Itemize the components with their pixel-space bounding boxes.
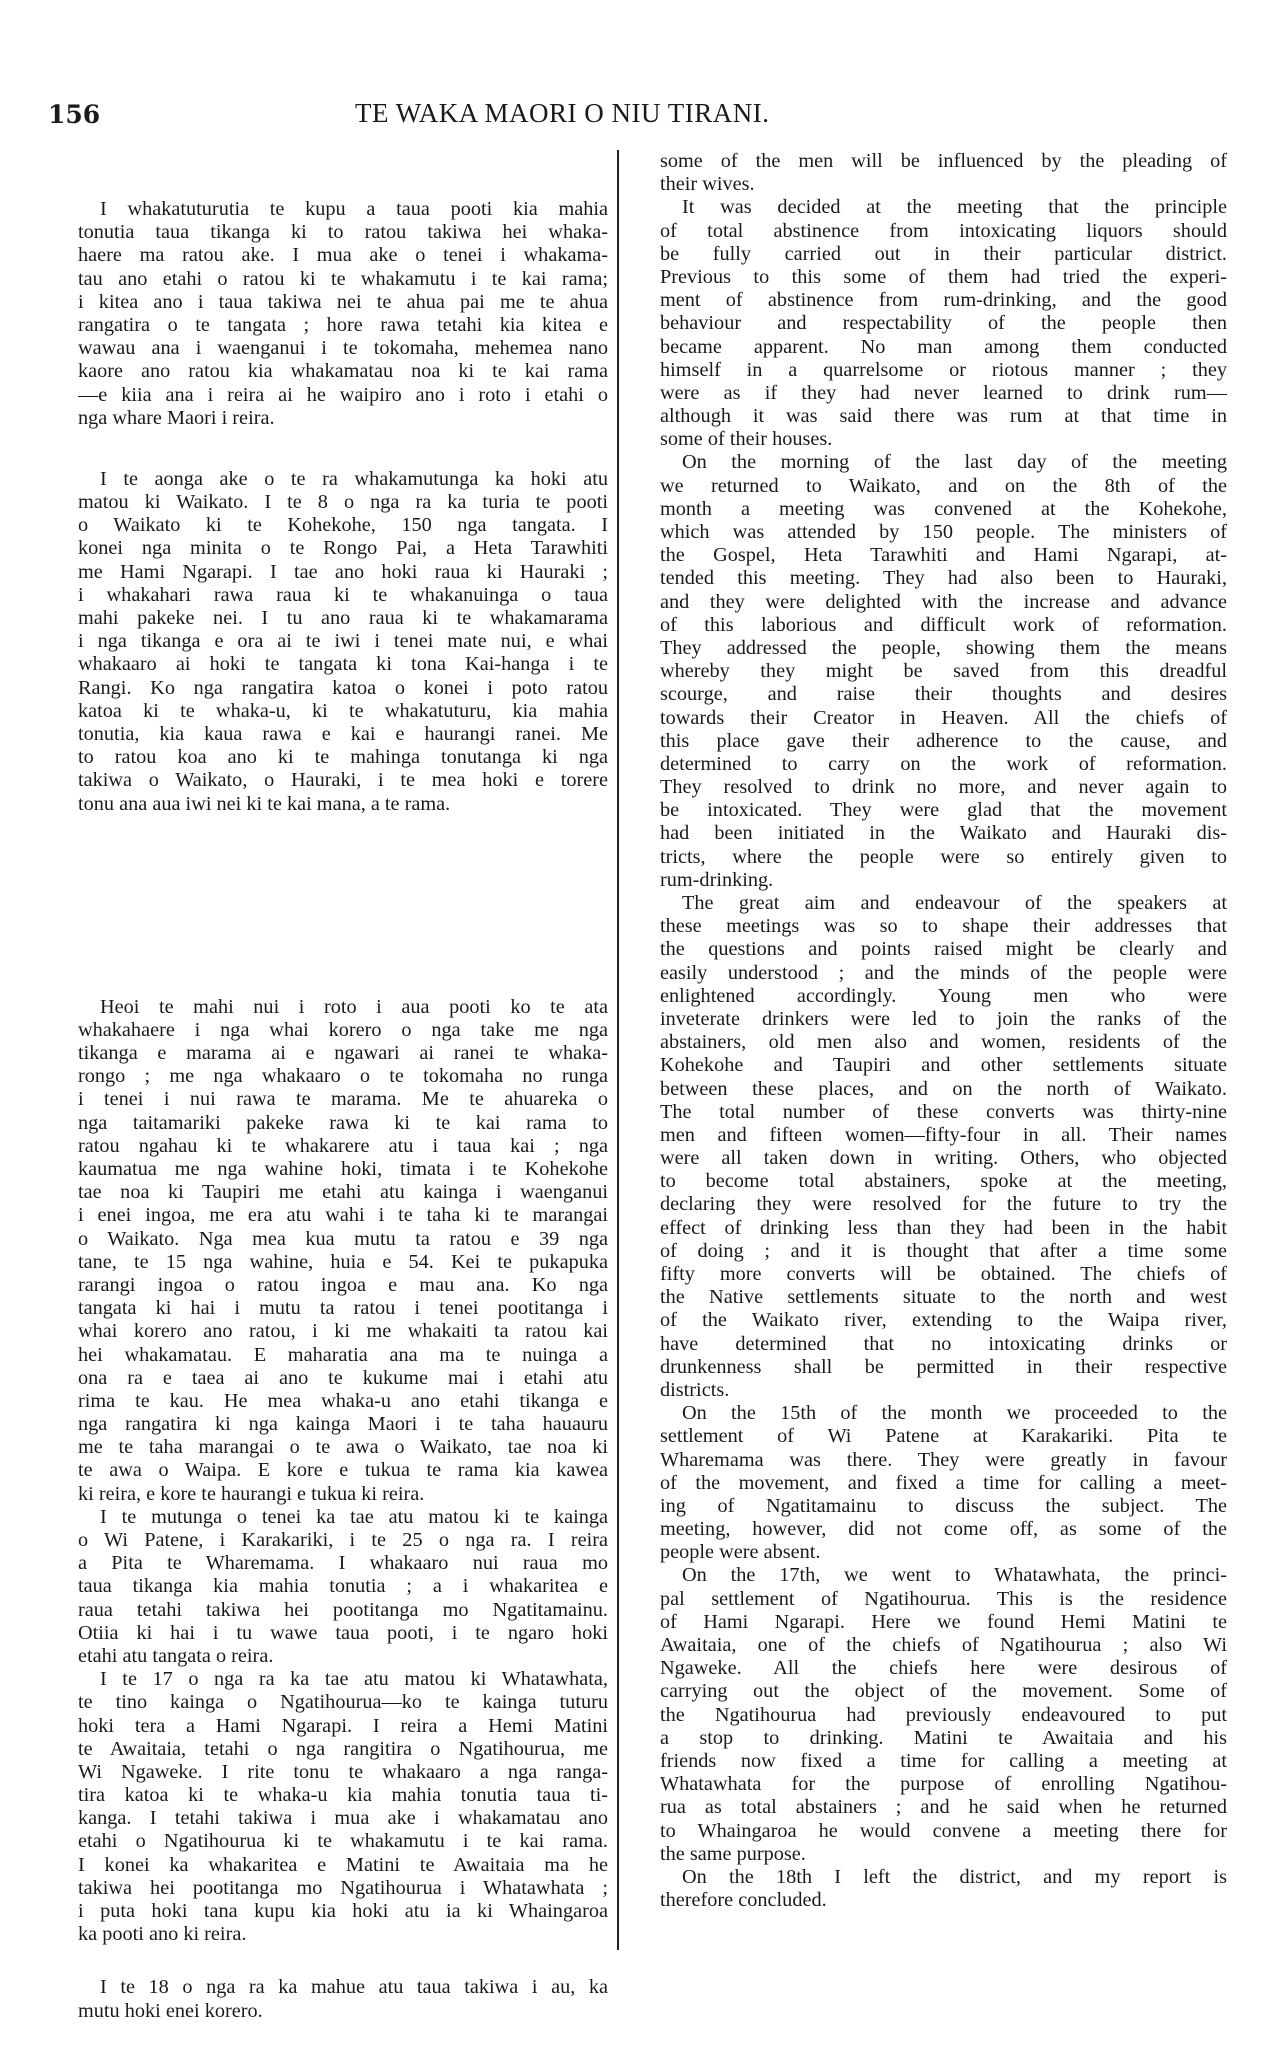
text-line: were all taken down in writing. Others, who objected	[660, 1147, 1227, 1170]
text-line: a Pita te Wharemama. I whakaaro nui raua mo	[78, 1552, 608, 1575]
text-line: month a meeting was convened at the Kohekohe,	[660, 497, 1227, 520]
text-line: abstainers, old men also and women, residents of the	[660, 1031, 1227, 1054]
text-line: the Native settlements situate to the north and west	[660, 1286, 1227, 1309]
text-line: o Waikato. Nga mea kua mutu ta ratou e 39 nga	[78, 1227, 608, 1250]
text-line: I te mutunga o tenei ka tae atu matou ki te kainga	[100, 1505, 608, 1528]
text-line: effect of drinking less than they had been in the habit	[660, 1216, 1227, 1239]
text-line: te awa o Waipa. E kore e tukua te rama kia kawea	[78, 1459, 608, 1482]
text-line: meeting, however, did not come off, as some of the	[660, 1518, 1227, 1541]
text-line: friends now fixed a time for calling a meeting at	[660, 1749, 1227, 1772]
paragraph	[660, 196, 1227, 451]
text-line: wawau ana i waenganui i te tokomaha, mehemea nano	[78, 337, 608, 360]
text-line: nga rangatira ki nga kainga Maori i te taha hauauru	[78, 1413, 608, 1436]
text-line: etahi o Ngatihourua ki te whakamutu i te kai rama.	[78, 1830, 608, 1853]
text-line: their wives.	[660, 173, 755, 196]
text-line: rangatira o te tangata ; hore rawa tetahi kia kitea e	[78, 313, 608, 336]
text-line: ratou ngahau ki te whakarere atu i taua kai ; nga	[78, 1134, 608, 1157]
text-line: enlightened accordingly. Young men who were	[660, 984, 1227, 1007]
text-line: I te 17 o nga ra ka tae atu matou ki Whatawhata,	[100, 1668, 608, 1691]
text-line: to ratou koa ano ki te mahinga tonutanga ki nga	[78, 746, 608, 769]
text-line: tended this meeting. They had also been to Hauraki,	[660, 567, 1227, 590]
text-line: takiwa hei pootitanga mo Ngatihourua i Whatawhata ;	[78, 1876, 608, 1899]
text-line: i enei ingoa, me era atu wahi i te taha ki te marangai	[78, 1204, 608, 1227]
text-line: Ngaweke. All the chiefs here were desirous of	[660, 1657, 1227, 1680]
text-line: to Whaingaroa he would convene a meeting there for	[660, 1819, 1227, 1842]
text-line: had been initiated in the Waikato and Hauraki dis-	[660, 822, 1227, 845]
text-line: of this laborious and difficult work of reformation.	[660, 613, 1227, 636]
text-line: ka pooti ano ki reira.	[78, 1923, 247, 1946]
text-line: to become total abstainers, spoke at the meeting,	[660, 1170, 1227, 1193]
paragraph	[660, 150, 1227, 196]
text-line: drunkenness shall be permitted in their respective	[660, 1355, 1227, 1378]
text-line: Wi Ngaweke. I rite tonu te whakaaro a nga ranga-	[78, 1760, 608, 1783]
paragraph	[78, 1668, 608, 1946]
text-line: of the Waikato river, extending to the Waipa river,	[660, 1309, 1227, 1332]
text-line: some of the men will be influenced by the pleading of	[660, 150, 1227, 172]
maori-column	[78, 198, 608, 2023]
text-line: scourge, and raise their thoughts and desires	[660, 683, 1227, 706]
text-line: fifty more converts will be obtained. The chiefs of	[660, 1263, 1227, 1285]
text-line: Whatawhata for the purpose of enrolling Ngatihou-	[660, 1773, 1227, 1796]
text-line: tikanga e marama ai e ngawari ai ranei te whaka-	[78, 1042, 608, 1065]
text-line: the same purpose.	[660, 1842, 806, 1865]
text-line: a stop to drinking. Matini te Awaitaia and his	[660, 1726, 1227, 1749]
paragraph	[660, 1402, 1227, 1564]
text-line: matou ki Waikato. I te 8 o nga ra ka turia te pooti	[78, 491, 608, 514]
text-line: the Gospel, Heta Tarawhiti and Hami Ngarapi, at-	[660, 544, 1227, 567]
page-title: TE WAKA MAORI O NIU TIRANI.	[355, 98, 770, 128]
text-line: Otiia ki hai i tu wawe taua pooti, i te ngaro hoki	[78, 1621, 608, 1644]
english-column	[660, 150, 1227, 1912]
text-line: raua tetahi takiwa hei pootitanga mo Ngatitamainu.	[78, 1598, 608, 1621]
text-line: takiwa o Waikato, o Hauraki, i te mea hoki e torere	[78, 769, 608, 792]
text-line: tonu ana aua iwi nei ki te kai mana, a te rama.	[78, 792, 451, 815]
text-line: nga taitamariki pakeke rawa ki te kai rama to	[78, 1111, 608, 1134]
text-line: and they were delighted with the increase and advance	[660, 590, 1227, 613]
text-line: te tino kainga o Ngatihourua—ko te kainga tuturu	[78, 1691, 608, 1714]
text-line: taua tikanga kia mahia tonutia ; a i whakaritea e	[78, 1575, 608, 1598]
paragraph	[78, 468, 608, 816]
text-line: rima te kau. He mea whaka-u ano etahi tikanga e	[78, 1389, 608, 1412]
text-line: whai korero ano ratou, i ki me whakaiti ta ratou kai	[78, 1320, 608, 1343]
text-line: of the movement, and fixed a time for calling a meet-	[660, 1471, 1227, 1494]
text-line: be fully carried out in their particular district.	[660, 242, 1227, 265]
page-number: 156	[48, 100, 101, 129]
text-line: whereby they might be saved from this dreadful	[660, 660, 1227, 683]
text-line: men and fifteen women—fifty-four in all. Their names	[660, 1123, 1227, 1146]
paragraph	[78, 996, 608, 1506]
text-line: inveterate drinkers were led to join the ranks of the	[660, 1007, 1227, 1030]
paragraph	[660, 451, 1227, 892]
text-line: te Awaitaia, tetahi o nga rangitira o Ngatihourua, me	[78, 1737, 608, 1760]
text-line: tangata ki hai i mutu ta ratou i tenei pootitanga i	[78, 1297, 608, 1320]
text-line: o Waikato ki te Kohekohe, 150 nga tangata. I	[78, 514, 608, 537]
text-line: i nga tikanga e ora ai te iwi i tenei mate nui, e whai	[78, 630, 608, 653]
text-line: I te 18 o nga ra ka mahue atu taua takiwa i au, ka	[100, 1976, 608, 1999]
text-line: mahi pakeke nei. I tu ano raua ki te whakamarama	[78, 607, 608, 629]
text-line: I te aonga ake o te ra whakamutunga ka hoki atu	[100, 467, 608, 490]
text-line: this place gave their adherence to the cause, and	[660, 729, 1227, 752]
paragraph	[78, 1976, 608, 2022]
text-line: i puta hoki tana kupu kia hoki atu ia ki Whaingaroa	[78, 1900, 608, 1922]
text-line: of doing ; and it is thought that after a time some	[660, 1239, 1227, 1262]
text-line: have determined that no intoxicating drinks or	[660, 1332, 1227, 1355]
text-line: of total abstinence from intoxicating liquors should	[660, 219, 1227, 242]
text-line: They resolved to drink no more, and never again to	[660, 776, 1227, 799]
text-line: himself in a quarrelsome or riotous manner ; they	[660, 358, 1227, 381]
text-line: we returned to Waikato, and on the 8th of the	[660, 474, 1227, 497]
text-line: which was attended by 150 people. The ministers of	[660, 521, 1227, 543]
text-line: some of their houses.	[660, 428, 833, 451]
text-line: tonutia, kia kaua rawa e kai e haurangi ranei. Me	[78, 722, 608, 745]
text-line: towards their Creator in Heaven. All the chiefs of	[660, 706, 1227, 729]
text-line: Kohekohe and Taupiri and other settlements situate	[660, 1054, 1227, 1077]
text-line: kanga. I tetahi takiwa i mua ake i whakamatau ano	[78, 1807, 608, 1830]
text-line: people were absent.	[660, 1541, 821, 1564]
text-line: became apparent. No man among them conducted	[660, 335, 1227, 358]
text-line: determined to carry on the work of reformation.	[660, 752, 1227, 775]
text-line: On the 17th, we went to Whatawhata, the princi-	[682, 1564, 1227, 1587]
text-line: ment of abstinence from rum-drinking, and the good	[660, 289, 1227, 312]
text-line: declaring they were resolved for the future to try the	[660, 1193, 1227, 1216]
text-line: therefore concluded.	[660, 1889, 827, 1912]
text-line: ing of Ngatitamainu to discuss the subject. The	[660, 1494, 1227, 1517]
text-line: were as if they had never learned to drink rum—	[660, 381, 1227, 404]
text-line: nga whare Maori i reira.	[78, 406, 275, 429]
text-line: On the 15th of the month we proceeded to the	[682, 1402, 1227, 1425]
text-line: these meetings was so to shape their addresses that	[660, 915, 1227, 938]
text-line: between these places, and on the north of Waikato.	[660, 1077, 1227, 1100]
text-line: settlement of Wi Patene at Karakariki. Pita te	[660, 1425, 1227, 1448]
text-line: rarangi ingoa o ratou ingoa e mau ana. Ko nga	[78, 1273, 608, 1296]
text-line: me Hami Ngarapi. I tae ano hoki raua ki Hauraki ;	[78, 560, 608, 583]
text-line: ona ra e taea ai ano te kukume mai i etahi atu	[78, 1366, 608, 1389]
text-line: tonutia taua tikanga ki to ratou takiwa hei whaka-	[78, 221, 608, 244]
text-line: rongo ; me nga whakaaro o te tokomaha no runga	[78, 1065, 608, 1088]
text-line: On the morning of the last day of the meeting	[682, 451, 1227, 474]
text-line: katoa ki te whaka-u, ki te whakatuturu, kia mahia	[78, 699, 608, 722]
text-line: the questions and points raised might be clearly and	[660, 938, 1227, 961]
text-line: tira katoa ki te whaka-u kia mahia tonutia taua ti-	[78, 1784, 608, 1807]
text-line: whakahaere i nga whai korero o nga take me nga	[78, 1018, 608, 1041]
text-line: konei nga minita o te Rongo Pai, a Heta Tarawhiti	[78, 537, 608, 560]
text-line: hei whakamatau. E maharatia ana ma te nuinga a	[78, 1343, 608, 1366]
text-line: —e kiia ana i reira ai he waipiro ano i roto i etahi o	[78, 383, 608, 406]
text-line: tane, te 15 nga wahine, huia e 54. Kei te pukapuka	[78, 1250, 608, 1273]
text-line: tricts, where the people were so entirely given to	[660, 845, 1227, 868]
text-line: Previous to this some of them had tried the experi-	[660, 265, 1227, 288]
text-line: i tenei i nui rawa te marama. Me te ahuareka o	[78, 1088, 608, 1111]
text-line: be intoxicated. They were glad that the movement	[660, 799, 1227, 822]
text-line: districts.	[660, 1378, 730, 1401]
text-line: i whakahari rawa raua ki te whakanuinga o taua	[78, 583, 608, 606]
paragraph	[660, 1866, 1227, 1912]
text-line: On the 18th I left the district, and my report is	[682, 1865, 1227, 1888]
text-line: They addressed the people, showing them the means	[660, 636, 1227, 659]
text-line: The great aim and endeavour of the speakers at	[682, 892, 1227, 914]
paragraph	[660, 1564, 1227, 1865]
text-line: tau ano etahi o ratou ki te whakamutu i te kai rama;	[78, 267, 608, 290]
text-line: pal settlement of Ngatihourua. This is the residence	[660, 1587, 1227, 1610]
paragraph	[78, 1506, 608, 1668]
text-line: Heoi te mahi nui i roto i aua pooti ko te ata	[100, 995, 608, 1018]
text-line: easily understood ; and the minds of the people were	[660, 961, 1227, 984]
column-divider	[617, 150, 619, 1950]
text-line: me te taha marangai o te awa o Waikato, tae noa ki	[78, 1436, 608, 1459]
text-line: kaumatua me nga wahine hoki, timata i te Kohekohe	[78, 1158, 608, 1180]
text-line: whakaaro ai hoki te tangata ki tona Kai-hanga i te	[78, 653, 608, 676]
text-line: mutu hoki enei korero.	[78, 1999, 263, 2022]
text-line: the Ngatihourua had previously endeavoured to put	[660, 1703, 1227, 1726]
text-line: haere ma ratou ake. I mua ake o tenei i whakama-	[78, 244, 608, 267]
text-line: The total number of these converts was thirty-nine	[660, 1100, 1227, 1123]
text-line: rum-drinking.	[660, 868, 774, 891]
text-line: although it was said there was rum at that time in	[660, 405, 1227, 428]
text-line: I whakatuturutia te kupu a taua pooti kia mahia	[100, 198, 608, 220]
text-line: ki reira, e kore te haurangi e tukua ki reira.	[78, 1482, 425, 1505]
text-line: Awaitaia, one of the chiefs of Ngatihourua ; also Wi	[660, 1634, 1227, 1656]
text-line: of Hami Ngarapi. Here we found Hemi Matini te	[660, 1610, 1227, 1633]
text-line: tae noa ki Taupiri me etahi atu kainga i waenganui	[78, 1181, 608, 1204]
text-line: It was decided at the meeting that the principle	[682, 196, 1227, 219]
text-line: kaore ano ratou kia whakamatau noa ki te kai rama	[78, 360, 608, 383]
text-line: etahi atu tangata o reira.	[78, 1644, 274, 1667]
text-line: behaviour and respectability of the people then	[660, 312, 1227, 335]
paragraph	[660, 892, 1227, 1402]
text-line: i kitea ano i taua takiwa nei te ahua pai me te ahua	[78, 290, 608, 313]
text-line: Wharemama was there. They were greatly in favour	[660, 1448, 1227, 1471]
text-line: rua as total abstainers ; and he said when he returned	[660, 1796, 1227, 1819]
text-line: hoki tera a Hami Ngarapi. I reira a Hemi Matini	[78, 1714, 608, 1737]
text-line: o Wi Patene, i Karakariki, i te 25 o nga ra. I reira	[78, 1529, 608, 1551]
text-line: carrying out the object of the movement. Some of	[660, 1680, 1227, 1703]
paragraph	[78, 198, 608, 430]
text-line: Rangi. Ko nga rangatira katoa o konei i poto ratou	[78, 676, 608, 699]
text-line: I konei ka whakaritea e Matini te Awaitaia ma he	[78, 1853, 608, 1876]
